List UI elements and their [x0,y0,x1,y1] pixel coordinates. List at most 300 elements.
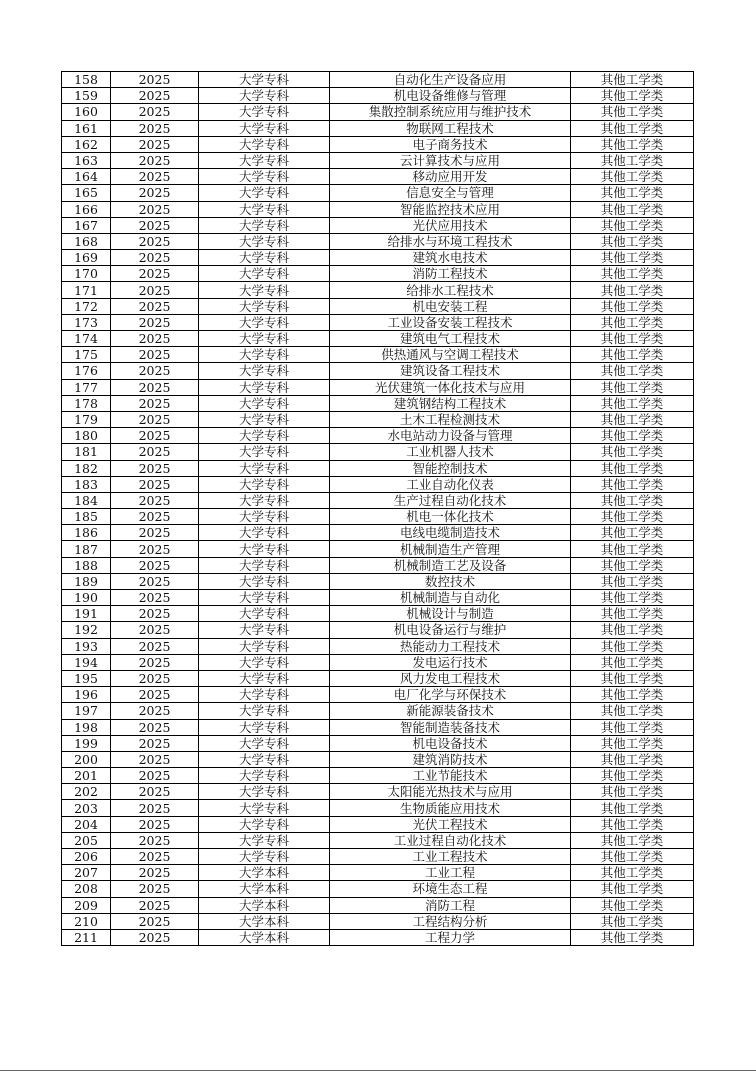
year-cell: 2025 [111,104,199,120]
category-cell: 其他工学类 [571,185,694,201]
row-number-cell: 195 [62,670,111,686]
education-level-cell: 大学专科 [199,606,330,622]
category-cell: 其他工学类 [571,606,694,622]
major-list-table [61,71,694,946]
year-cell: 2025 [111,751,199,767]
category-cell: 其他工学类 [571,250,694,266]
table-row [62,784,694,800]
year-cell: 2025 [111,217,199,233]
major-name-cell: 机械制造与自动化 [330,590,571,606]
category-cell: 其他工学类 [571,541,694,557]
row-number-cell: 201 [62,768,111,784]
major-name-cell: 工业机器人技术 [330,444,571,460]
row-number-cell: 160 [62,104,111,120]
year-cell: 2025 [111,897,199,913]
table-row [62,282,694,298]
major-name-cell: 光伏工程技术 [330,816,571,832]
year-cell: 2025 [111,152,199,168]
education-level-cell: 大学专科 [199,347,330,363]
major-name-cell: 给排水与环境工程技术 [330,233,571,249]
table-row [62,314,694,330]
year-cell: 2025 [111,929,199,945]
year-cell: 2025 [111,768,199,784]
major-name-cell: 热能动力工程技术 [330,638,571,654]
year-cell: 2025 [111,670,199,686]
year-cell: 2025 [111,444,199,460]
table-row [62,444,694,460]
category-cell: 其他工学类 [571,169,694,185]
table-body [62,72,694,946]
year-cell: 2025 [111,379,199,395]
row-number-cell: 199 [62,735,111,751]
major-name-cell: 数控技术 [330,573,571,589]
row-number-cell: 209 [62,897,111,913]
education-level-cell: 大学专科 [199,331,330,347]
row-number-cell: 206 [62,849,111,865]
year-cell: 2025 [111,541,199,557]
table-row [62,411,694,427]
year-cell: 2025 [111,606,199,622]
major-name-cell: 供热通风与空调工程技术 [330,347,571,363]
major-name-cell: 自动化生产设备应用 [330,72,571,88]
education-level-cell: 大学专科 [199,460,330,476]
major-name-cell: 机械制造工艺及设备 [330,557,571,573]
row-number-cell: 179 [62,411,111,427]
row-number-cell: 198 [62,719,111,735]
table-row [62,185,694,201]
major-name-cell: 电线电缆制造技术 [330,525,571,541]
table-row [62,266,694,282]
education-level-cell: 大学专科 [199,88,330,104]
education-level-cell: 大学专科 [199,509,330,525]
major-name-cell: 给排水工程技术 [330,282,571,298]
year-cell: 2025 [111,233,199,249]
row-number-cell: 182 [62,460,111,476]
category-cell: 其他工学类 [571,784,694,800]
year-cell: 2025 [111,169,199,185]
education-level-cell: 大学专科 [199,136,330,152]
category-cell: 其他工学类 [571,751,694,767]
major-name-cell: 电厂化学与环保技术 [330,687,571,703]
table-row [62,606,694,622]
education-level-cell: 大学专科 [199,233,330,249]
table-row [62,865,694,881]
row-number-cell: 180 [62,428,111,444]
table-row [62,88,694,104]
row-number-cell: 175 [62,347,111,363]
major-name-cell: 电子商务技术 [330,136,571,152]
education-level-cell: 大学本科 [199,881,330,897]
category-cell: 其他工学类 [571,703,694,719]
education-level-cell: 大学专科 [199,703,330,719]
major-name-cell: 建筑钢结构工程技术 [330,395,571,411]
year-cell: 2025 [111,201,199,217]
education-level-cell: 大学专科 [199,185,330,201]
year-cell: 2025 [111,314,199,330]
category-cell: 其他工学类 [571,136,694,152]
major-name-cell: 机械制造生产管理 [330,541,571,557]
major-name-cell: 生物质能应用技术 [330,800,571,816]
row-number-cell: 197 [62,703,111,719]
row-number-cell: 193 [62,638,111,654]
major-name-cell: 建筑电气工程技术 [330,331,571,347]
table-row [62,72,694,88]
row-number-cell: 207 [62,865,111,881]
year-cell: 2025 [111,735,199,751]
major-name-cell: 云计算技术与应用 [330,152,571,168]
row-number-cell: 163 [62,152,111,168]
year-cell: 2025 [111,832,199,848]
row-number-cell: 183 [62,476,111,492]
major-name-cell: 集散控制系统应用与维护技术 [330,104,571,120]
table-row [62,460,694,476]
education-level-cell: 大学专科 [199,784,330,800]
education-level-cell: 大学专科 [199,735,330,751]
row-number-cell: 211 [62,929,111,945]
category-cell: 其他工学类 [571,266,694,282]
category-cell: 其他工学类 [571,233,694,249]
row-number-cell: 190 [62,590,111,606]
category-cell: 其他工学类 [571,363,694,379]
major-name-cell: 建筑消防技术 [330,751,571,767]
row-number-cell: 177 [62,379,111,395]
row-number-cell: 187 [62,541,111,557]
table-row [62,654,694,670]
category-cell: 其他工学类 [571,719,694,735]
year-cell: 2025 [111,347,199,363]
year-cell: 2025 [111,703,199,719]
row-number-cell: 210 [62,913,111,929]
table-row [62,929,694,945]
education-level-cell: 大学专科 [199,557,330,573]
year-cell: 2025 [111,816,199,832]
table-row [62,881,694,897]
category-cell: 其他工学类 [571,881,694,897]
table-row [62,670,694,686]
row-number-cell: 184 [62,492,111,508]
major-name-cell: 智能制造装备技术 [330,719,571,735]
major-name-cell: 物联网工程技术 [330,120,571,136]
education-level-cell: 大学专科 [199,768,330,784]
major-name-cell: 工业工程 [330,865,571,881]
year-cell: 2025 [111,428,199,444]
row-number-cell: 196 [62,687,111,703]
row-number-cell: 172 [62,298,111,314]
year-cell: 2025 [111,185,199,201]
category-cell: 其他工学类 [571,395,694,411]
education-level-cell: 大学本科 [199,865,330,881]
year-cell: 2025 [111,784,199,800]
education-level-cell: 大学专科 [199,541,330,557]
table-row [62,622,694,638]
major-name-cell: 光伏建筑一体化技术与应用 [330,379,571,395]
year-cell: 2025 [111,865,199,881]
table-row [62,379,694,395]
table-row [62,751,694,767]
category-cell: 其他工学类 [571,638,694,654]
year-cell: 2025 [111,687,199,703]
education-level-cell: 大学专科 [199,525,330,541]
major-name-cell: 建筑设备工程技术 [330,363,571,379]
year-cell: 2025 [111,88,199,104]
major-name-cell: 机电设备运行与维护 [330,622,571,638]
category-cell: 其他工学类 [571,104,694,120]
row-number-cell: 174 [62,331,111,347]
category-cell: 其他工学类 [571,897,694,913]
category-cell: 其他工学类 [571,654,694,670]
year-cell: 2025 [111,654,199,670]
table-row [62,363,694,379]
table-row [62,897,694,913]
education-level-cell: 大学专科 [199,250,330,266]
row-number-cell: 188 [62,557,111,573]
category-cell: 其他工学类 [571,201,694,217]
row-number-cell: 171 [62,282,111,298]
year-cell: 2025 [111,331,199,347]
education-level-cell: 大学本科 [199,913,330,929]
row-number-cell: 205 [62,832,111,848]
row-number-cell: 176 [62,363,111,379]
year-cell: 2025 [111,622,199,638]
category-cell: 其他工学类 [571,120,694,136]
table-row [62,136,694,152]
education-level-cell: 大学专科 [199,395,330,411]
row-number-cell: 165 [62,185,111,201]
major-name-cell: 工业自动化仪表 [330,476,571,492]
education-level-cell: 大学专科 [199,687,330,703]
education-level-cell: 大学专科 [199,832,330,848]
table-row [62,347,694,363]
year-cell: 2025 [111,395,199,411]
table-row [62,638,694,654]
education-level-cell: 大学专科 [199,816,330,832]
table-row [62,152,694,168]
major-name-cell: 移动应用开发 [330,169,571,185]
table-row [62,719,694,735]
education-level-cell: 大学专科 [199,120,330,136]
category-cell: 其他工学类 [571,282,694,298]
row-number-cell: 181 [62,444,111,460]
table-row [62,298,694,314]
category-cell: 其他工学类 [571,331,694,347]
table-row [62,768,694,784]
category-cell: 其他工学类 [571,152,694,168]
row-number-cell: 202 [62,784,111,800]
category-cell: 其他工学类 [571,800,694,816]
row-number-cell: 166 [62,201,111,217]
education-level-cell: 大学本科 [199,929,330,945]
category-cell: 其他工学类 [571,557,694,573]
table-row [62,590,694,606]
major-name-cell: 工业设备安装工程技术 [330,314,571,330]
year-cell: 2025 [111,298,199,314]
year-cell: 2025 [111,120,199,136]
education-level-cell: 大学专科 [199,492,330,508]
row-number-cell: 173 [62,314,111,330]
category-cell: 其他工学类 [571,88,694,104]
category-cell: 其他工学类 [571,476,694,492]
table-row [62,169,694,185]
year-cell: 2025 [111,492,199,508]
year-cell: 2025 [111,266,199,282]
category-cell: 其他工学类 [571,816,694,832]
category-cell: 其他工学类 [571,590,694,606]
table-row [62,217,694,233]
year-cell: 2025 [111,509,199,525]
table-row [62,525,694,541]
education-level-cell: 大学专科 [199,654,330,670]
education-level-cell: 大学专科 [199,282,330,298]
category-cell: 其他工学类 [571,314,694,330]
year-cell: 2025 [111,913,199,929]
education-level-cell: 大学专科 [199,670,330,686]
education-level-cell: 大学专科 [199,849,330,865]
education-level-cell: 大学专科 [199,476,330,492]
year-cell: 2025 [111,849,199,865]
row-number-cell: 189 [62,573,111,589]
table-row [62,832,694,848]
major-name-cell: 智能监控技术应用 [330,201,571,217]
year-cell: 2025 [111,476,199,492]
major-name-cell: 太阳能光热技术与应用 [330,784,571,800]
year-cell: 2025 [111,72,199,88]
table-row [62,201,694,217]
row-number-cell: 162 [62,136,111,152]
education-level-cell: 大学专科 [199,298,330,314]
table-row [62,395,694,411]
year-cell: 2025 [111,590,199,606]
category-cell: 其他工学类 [571,865,694,881]
education-level-cell: 大学专科 [199,169,330,185]
major-name-cell: 工程结构分析 [330,913,571,929]
category-cell: 其他工学类 [571,411,694,427]
education-level-cell: 大学专科 [199,72,330,88]
category-cell: 其他工学类 [571,849,694,865]
row-number-cell: 192 [62,622,111,638]
row-number-cell: 159 [62,88,111,104]
row-number-cell: 186 [62,525,111,541]
major-name-cell: 环境生态工程 [330,881,571,897]
table-row [62,913,694,929]
major-name-cell: 建筑水电技术 [330,250,571,266]
category-cell: 其他工学类 [571,428,694,444]
table-row [62,476,694,492]
category-cell: 其他工学类 [571,72,694,88]
major-name-cell: 消防工程技术 [330,266,571,282]
major-name-cell: 光伏应用技术 [330,217,571,233]
category-cell: 其他工学类 [571,929,694,945]
education-level-cell: 大学专科 [199,104,330,120]
major-name-cell: 生产过程自动化技术 [330,492,571,508]
education-level-cell: 大学专科 [199,217,330,233]
education-level-cell: 大学专科 [199,800,330,816]
row-number-cell: 161 [62,120,111,136]
education-level-cell: 大学专科 [199,573,330,589]
row-number-cell: 194 [62,654,111,670]
category-cell: 其他工学类 [571,687,694,703]
row-number-cell: 204 [62,816,111,832]
education-level-cell: 大学专科 [199,751,330,767]
category-cell: 其他工学类 [571,347,694,363]
education-level-cell: 大学专科 [199,314,330,330]
year-cell: 2025 [111,250,199,266]
table-row [62,492,694,508]
table-row [62,120,694,136]
major-name-cell: 土木工程检测技术 [330,411,571,427]
category-cell: 其他工学类 [571,444,694,460]
table-row [62,541,694,557]
major-name-cell: 信息安全与管理 [330,185,571,201]
major-name-cell: 机电设备维修与管理 [330,88,571,104]
category-cell: 其他工学类 [571,298,694,314]
year-cell: 2025 [111,460,199,476]
page-bottom-divider [0,1070,756,1071]
year-cell: 2025 [111,719,199,735]
education-level-cell: 大学专科 [199,411,330,427]
year-cell: 2025 [111,800,199,816]
major-name-cell: 水电站动力设备与管理 [330,428,571,444]
major-name-cell: 工业节能技术 [330,768,571,784]
row-number-cell: 200 [62,751,111,767]
year-cell: 2025 [111,282,199,298]
major-name-cell: 工程力学 [330,929,571,945]
education-level-cell: 大学专科 [199,638,330,654]
category-cell: 其他工学类 [571,509,694,525]
row-number-cell: 203 [62,800,111,816]
row-number-cell: 169 [62,250,111,266]
category-cell: 其他工学类 [571,492,694,508]
category-cell: 其他工学类 [571,573,694,589]
year-cell: 2025 [111,638,199,654]
education-level-cell: 大学专科 [199,363,330,379]
row-number-cell: 178 [62,395,111,411]
table-row [62,104,694,120]
table-row [62,233,694,249]
row-number-cell: 185 [62,509,111,525]
table-row [62,849,694,865]
table-row [62,509,694,525]
table-row [62,557,694,573]
table-row [62,250,694,266]
education-level-cell: 大学专科 [199,428,330,444]
education-level-cell: 大学专科 [199,152,330,168]
table-row [62,428,694,444]
category-cell: 其他工学类 [571,670,694,686]
category-cell: 其他工学类 [571,832,694,848]
category-cell: 其他工学类 [571,217,694,233]
major-name-cell: 风力发电工程技术 [330,670,571,686]
table-row [62,687,694,703]
year-cell: 2025 [111,881,199,897]
education-level-cell: 大学专科 [199,444,330,460]
major-name-cell: 机电安装工程 [330,298,571,314]
table-row [62,331,694,347]
education-level-cell: 大学专科 [199,622,330,638]
table-row [62,573,694,589]
row-number-cell: 164 [62,169,111,185]
table-row [62,735,694,751]
year-cell: 2025 [111,411,199,427]
education-level-cell: 大学专科 [199,201,330,217]
major-name-cell: 新能源装备技术 [330,703,571,719]
row-number-cell: 208 [62,881,111,897]
education-level-cell: 大学专科 [199,266,330,282]
education-level-cell: 大学专科 [199,379,330,395]
row-number-cell: 168 [62,233,111,249]
major-name-cell: 工业过程自动化技术 [330,832,571,848]
table-row [62,800,694,816]
table-row [62,816,694,832]
